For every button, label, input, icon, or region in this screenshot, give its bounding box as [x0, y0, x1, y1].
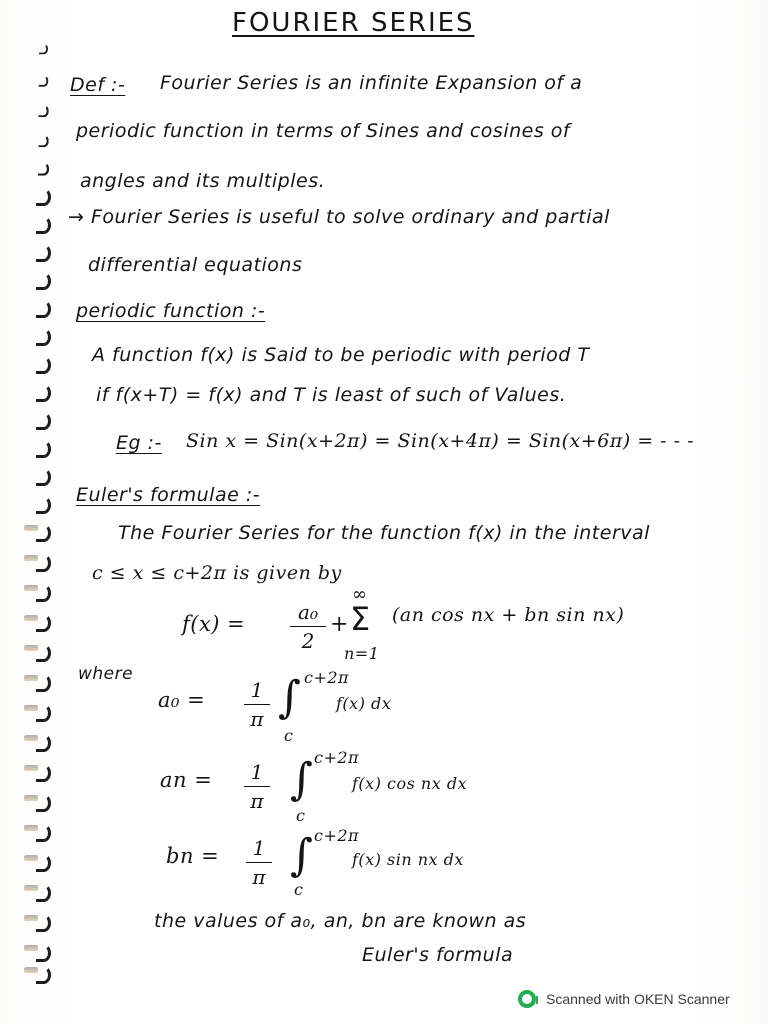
definition-line: Fourier Series is an infinite Expansion of a: [160, 72, 583, 94]
ring-icon: [36, 704, 51, 722]
integral-lower-limit: c: [294, 880, 304, 899]
sum-upper-limit: ∞: [352, 584, 368, 605]
definition-line: angles and its multiples.: [80, 170, 326, 192]
integrand: f(x) dx: [336, 694, 392, 713]
series-body: (an cos nx + bn sin nx): [392, 604, 625, 626]
note-line: differential equations: [88, 254, 303, 276]
integral-icon: ∫: [290, 754, 313, 805]
fraction-denominator: π: [250, 707, 264, 731]
ring-icon: [36, 524, 51, 542]
ring-icon: [36, 584, 51, 602]
ring-icon: [36, 914, 51, 932]
plus-sign: +: [330, 612, 349, 637]
ring-icon: [36, 384, 51, 402]
ring-icon: [38, 105, 49, 118]
page-title: FOURIER SERIES: [232, 8, 475, 38]
fraction-denominator: π: [250, 789, 264, 813]
coef-fraction: [246, 836, 272, 889]
ring-icon: [36, 966, 51, 984]
coef-fraction: [244, 678, 270, 731]
series-fraction: [290, 600, 326, 653]
ring-icon: [36, 328, 51, 346]
series-lhs: f(x) =: [182, 612, 246, 636]
ring-icon: [39, 44, 48, 55]
euler-line: c ≤ x ≤ c+2π is given by: [92, 562, 342, 584]
ring-icon: [36, 794, 51, 812]
fraction-denominator: π: [252, 865, 266, 889]
ring-icon: [36, 300, 51, 318]
fraction-bar: [244, 704, 270, 705]
integral-upper-limit: c+2π: [304, 668, 350, 687]
ring-icon: [36, 734, 51, 752]
spiral-binding: [28, 0, 68, 1000]
fraction-bar: [246, 862, 272, 863]
scanner-watermark: [518, 990, 730, 1008]
fraction-numerator: 1: [252, 836, 266, 860]
watermark-text: Scanned with OKEN Scanner: [546, 991, 730, 1007]
ring-icon: [36, 764, 51, 782]
euler-heading: Euler's formulae :-: [76, 484, 261, 506]
periodic-line: A function f(x) is Said to be periodic with period T: [92, 344, 590, 366]
integral-lower-limit: c: [296, 806, 306, 825]
ring-icon: [36, 644, 51, 662]
periodic-heading: periodic function :-: [76, 300, 266, 322]
fraction-bar: [244, 786, 270, 787]
sigma-icon: Σ: [350, 600, 371, 638]
example-label: Eg :-: [116, 432, 162, 454]
note-line: → Fourier Series is useful to solve ordinary and partial: [68, 206, 610, 228]
fraction-bar: [290, 626, 326, 627]
ring-icon: [36, 554, 51, 572]
ring-icon: [36, 884, 51, 902]
where-label: where: [78, 664, 134, 684]
example-equation: Sin x = Sin(x+2π) = Sin(x+4π) = Sin(x+6π) = - - -: [186, 430, 695, 452]
fraction-numerator: a₀: [298, 600, 318, 624]
coef-lhs: an =: [160, 768, 213, 792]
ring-icon: [36, 496, 51, 514]
ring-icon: [36, 272, 51, 290]
ring-icon: [36, 854, 51, 872]
sum-lower-limit: n=1: [344, 644, 380, 663]
integral-icon: ∫: [290, 830, 313, 881]
integral-icon: ∫: [278, 672, 301, 723]
closing-line: Euler's formula: [362, 944, 514, 966]
ring-icon: [36, 944, 51, 962]
ring-icon: [38, 162, 49, 176]
definition-line: periodic function in terms of Sines and cosines of: [76, 120, 571, 142]
ring-icon: [36, 356, 51, 374]
ring-icon: [36, 824, 51, 842]
coef-lhs: a₀ =: [158, 688, 206, 712]
fraction-numerator: 1: [250, 678, 264, 702]
ring-icon: [36, 674, 51, 692]
integral-upper-limit: c+2π: [314, 748, 360, 767]
ring-icon: [36, 412, 51, 430]
ring-icon: [36, 440, 51, 458]
coef-fraction: [244, 760, 270, 813]
integral-upper-limit: c+2π: [314, 826, 360, 845]
integral-lower-limit: c: [284, 726, 294, 745]
ring-icon: [36, 468, 51, 486]
integrand: f(x) sin nx dx: [352, 850, 464, 869]
ring-icon: [39, 75, 49, 87]
definition-label: Def :-: [70, 74, 126, 96]
ring-icon: [36, 188, 51, 206]
fraction-denominator: 2: [301, 629, 315, 653]
fraction-numerator: 1: [250, 760, 264, 784]
ring-icon: [36, 216, 51, 234]
euler-line: The Fourier Series for the function f(x) in the interval: [118, 522, 650, 544]
coef-lhs: bn =: [166, 844, 220, 868]
ring-icon: [38, 135, 49, 148]
integrand: f(x) cos nx dx: [352, 774, 468, 793]
closing-line: the values of a₀, an, bn are known as: [154, 910, 527, 932]
ring-icon: [36, 244, 51, 262]
periodic-line: if f(x+T) = f(x) and T is least of such of Values.: [96, 384, 567, 406]
oken-logo-icon: [518, 990, 536, 1008]
ring-icon: [36, 614, 51, 632]
